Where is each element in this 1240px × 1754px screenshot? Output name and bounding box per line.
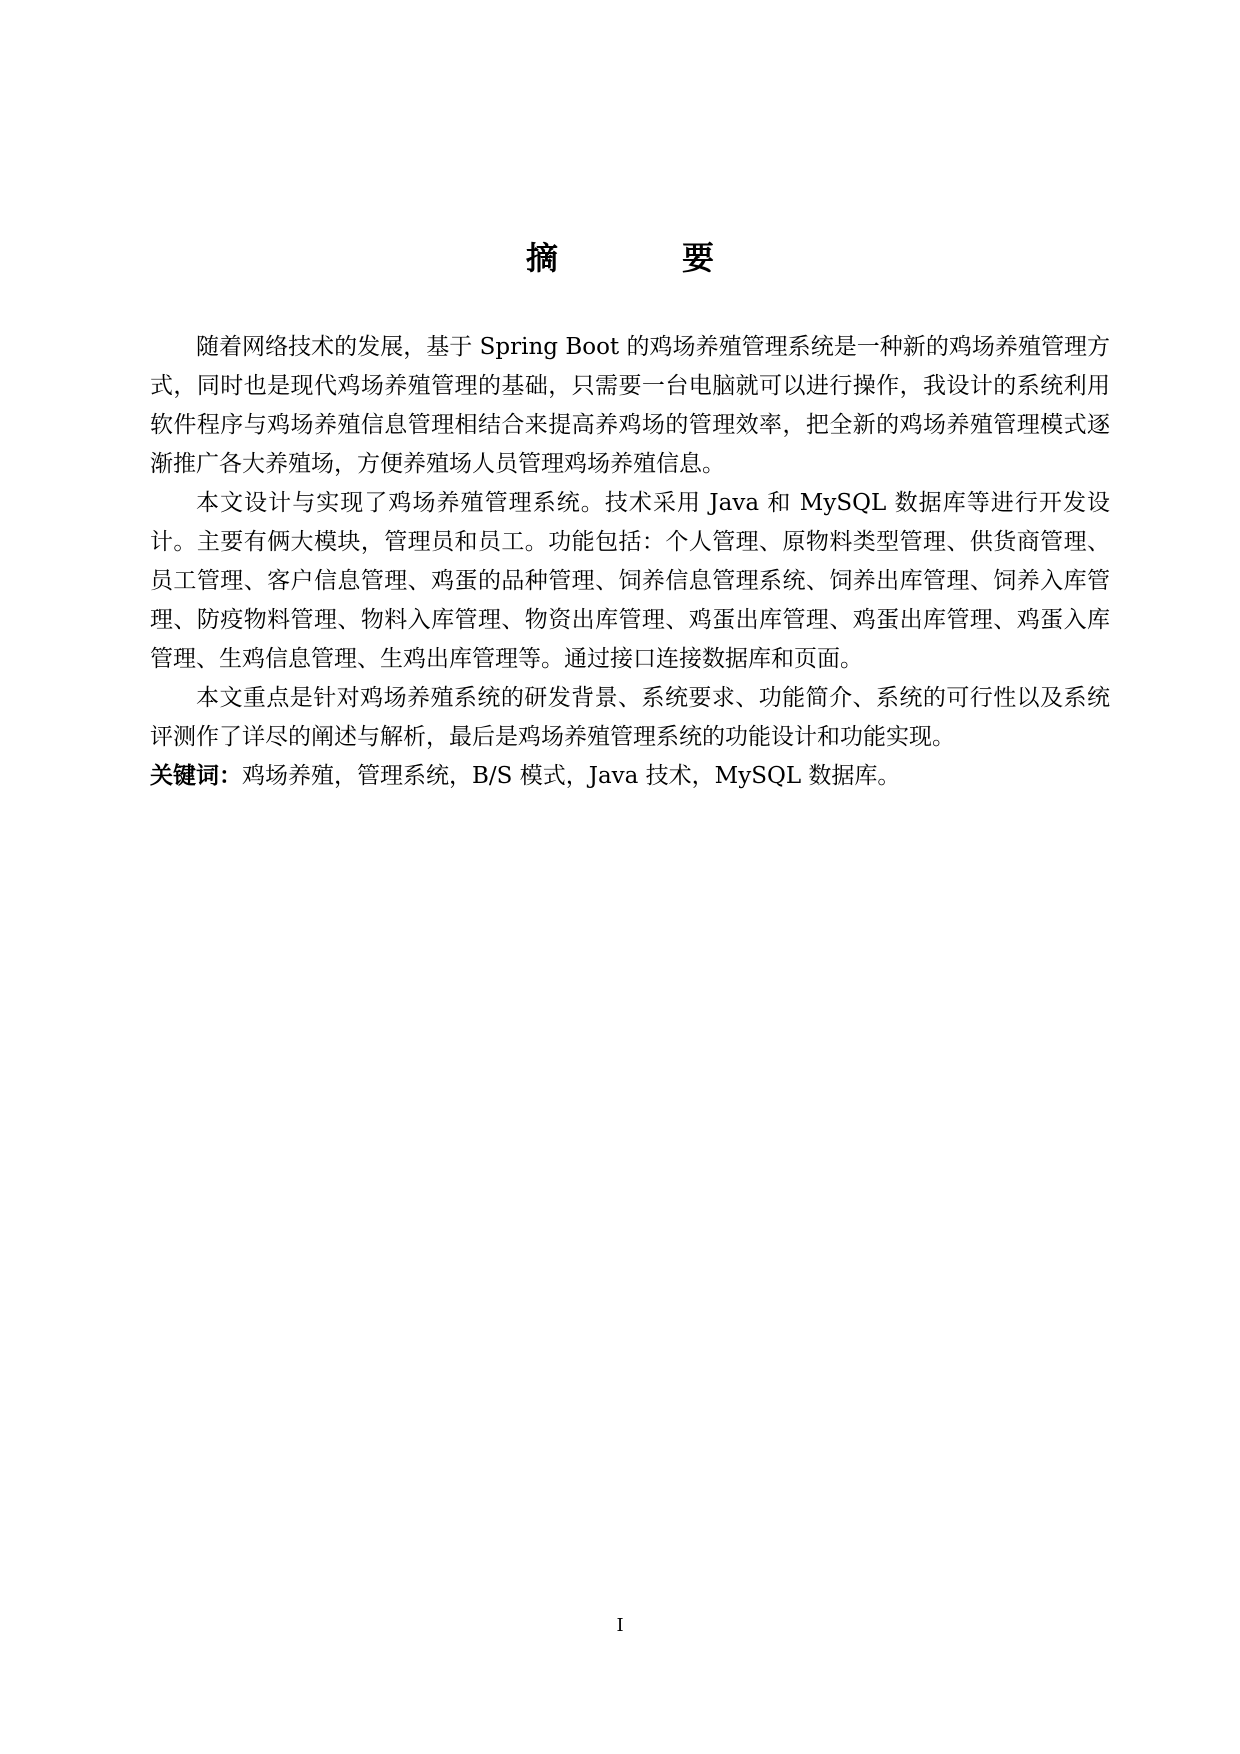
abstract-title: 摘 要 — [525, 239, 760, 277]
abstract-paragraph-2: 本文设计与实现了鸡场养殖管理系统。技术采用 Java 和 MySQL 数据库等进行开发设计。主要有俩大模块，管理员和员工。功能包括：个人管理、原物料类型管理、供货商管理、员工管理、客户信息管理、鸡蛋的品种管理、饲养信息管理系统、饲养出库管理、饲养入库管理、防疫物料管理、物料入库管理、物资出库管理、鸡蛋出库管理、鸡蛋出库管理、鸡蛋入库管理、生鸡信息管理、生鸡出库管理等。通过接口连接数据库和页面。 — [150, 490, 1110, 672]
keywords-line — [150, 757, 1110, 796]
abstract-paragraph-1: 随着网络技术的发展，基于 Spring Boot 的鸡场养殖管理系统是一种新的鸡场养殖管理方式，同时也是现代鸡场养殖管理的基础，只需要一台电脑就可以进行操作，我设计的系统利用软件程序与鸡场养殖信息管理相结合来提高养鸡场的管理效率，把全新的鸡场养殖管理模式逐渐推广各大养殖场，方便养殖场人员管理鸡场养殖信息。 — [150, 334, 1110, 477]
abstract-body — [150, 328, 1110, 796]
keywords-text: 鸡场养殖，管理系统，B/S 模式，Java 技术，MySQL 数据库。 — [242, 763, 901, 789]
abstract-paragraph-3: 本文重点是针对鸡场养殖系统的研发背景、系统要求、功能简介、系统的可行性以及系统评测作了详尽的阐述与解析，最后是鸡场养殖管理系统的功能设计和功能实现。 — [150, 685, 1110, 750]
keywords-label: 关键词： — [150, 763, 242, 789]
page-number: I — [616, 1615, 624, 1636]
